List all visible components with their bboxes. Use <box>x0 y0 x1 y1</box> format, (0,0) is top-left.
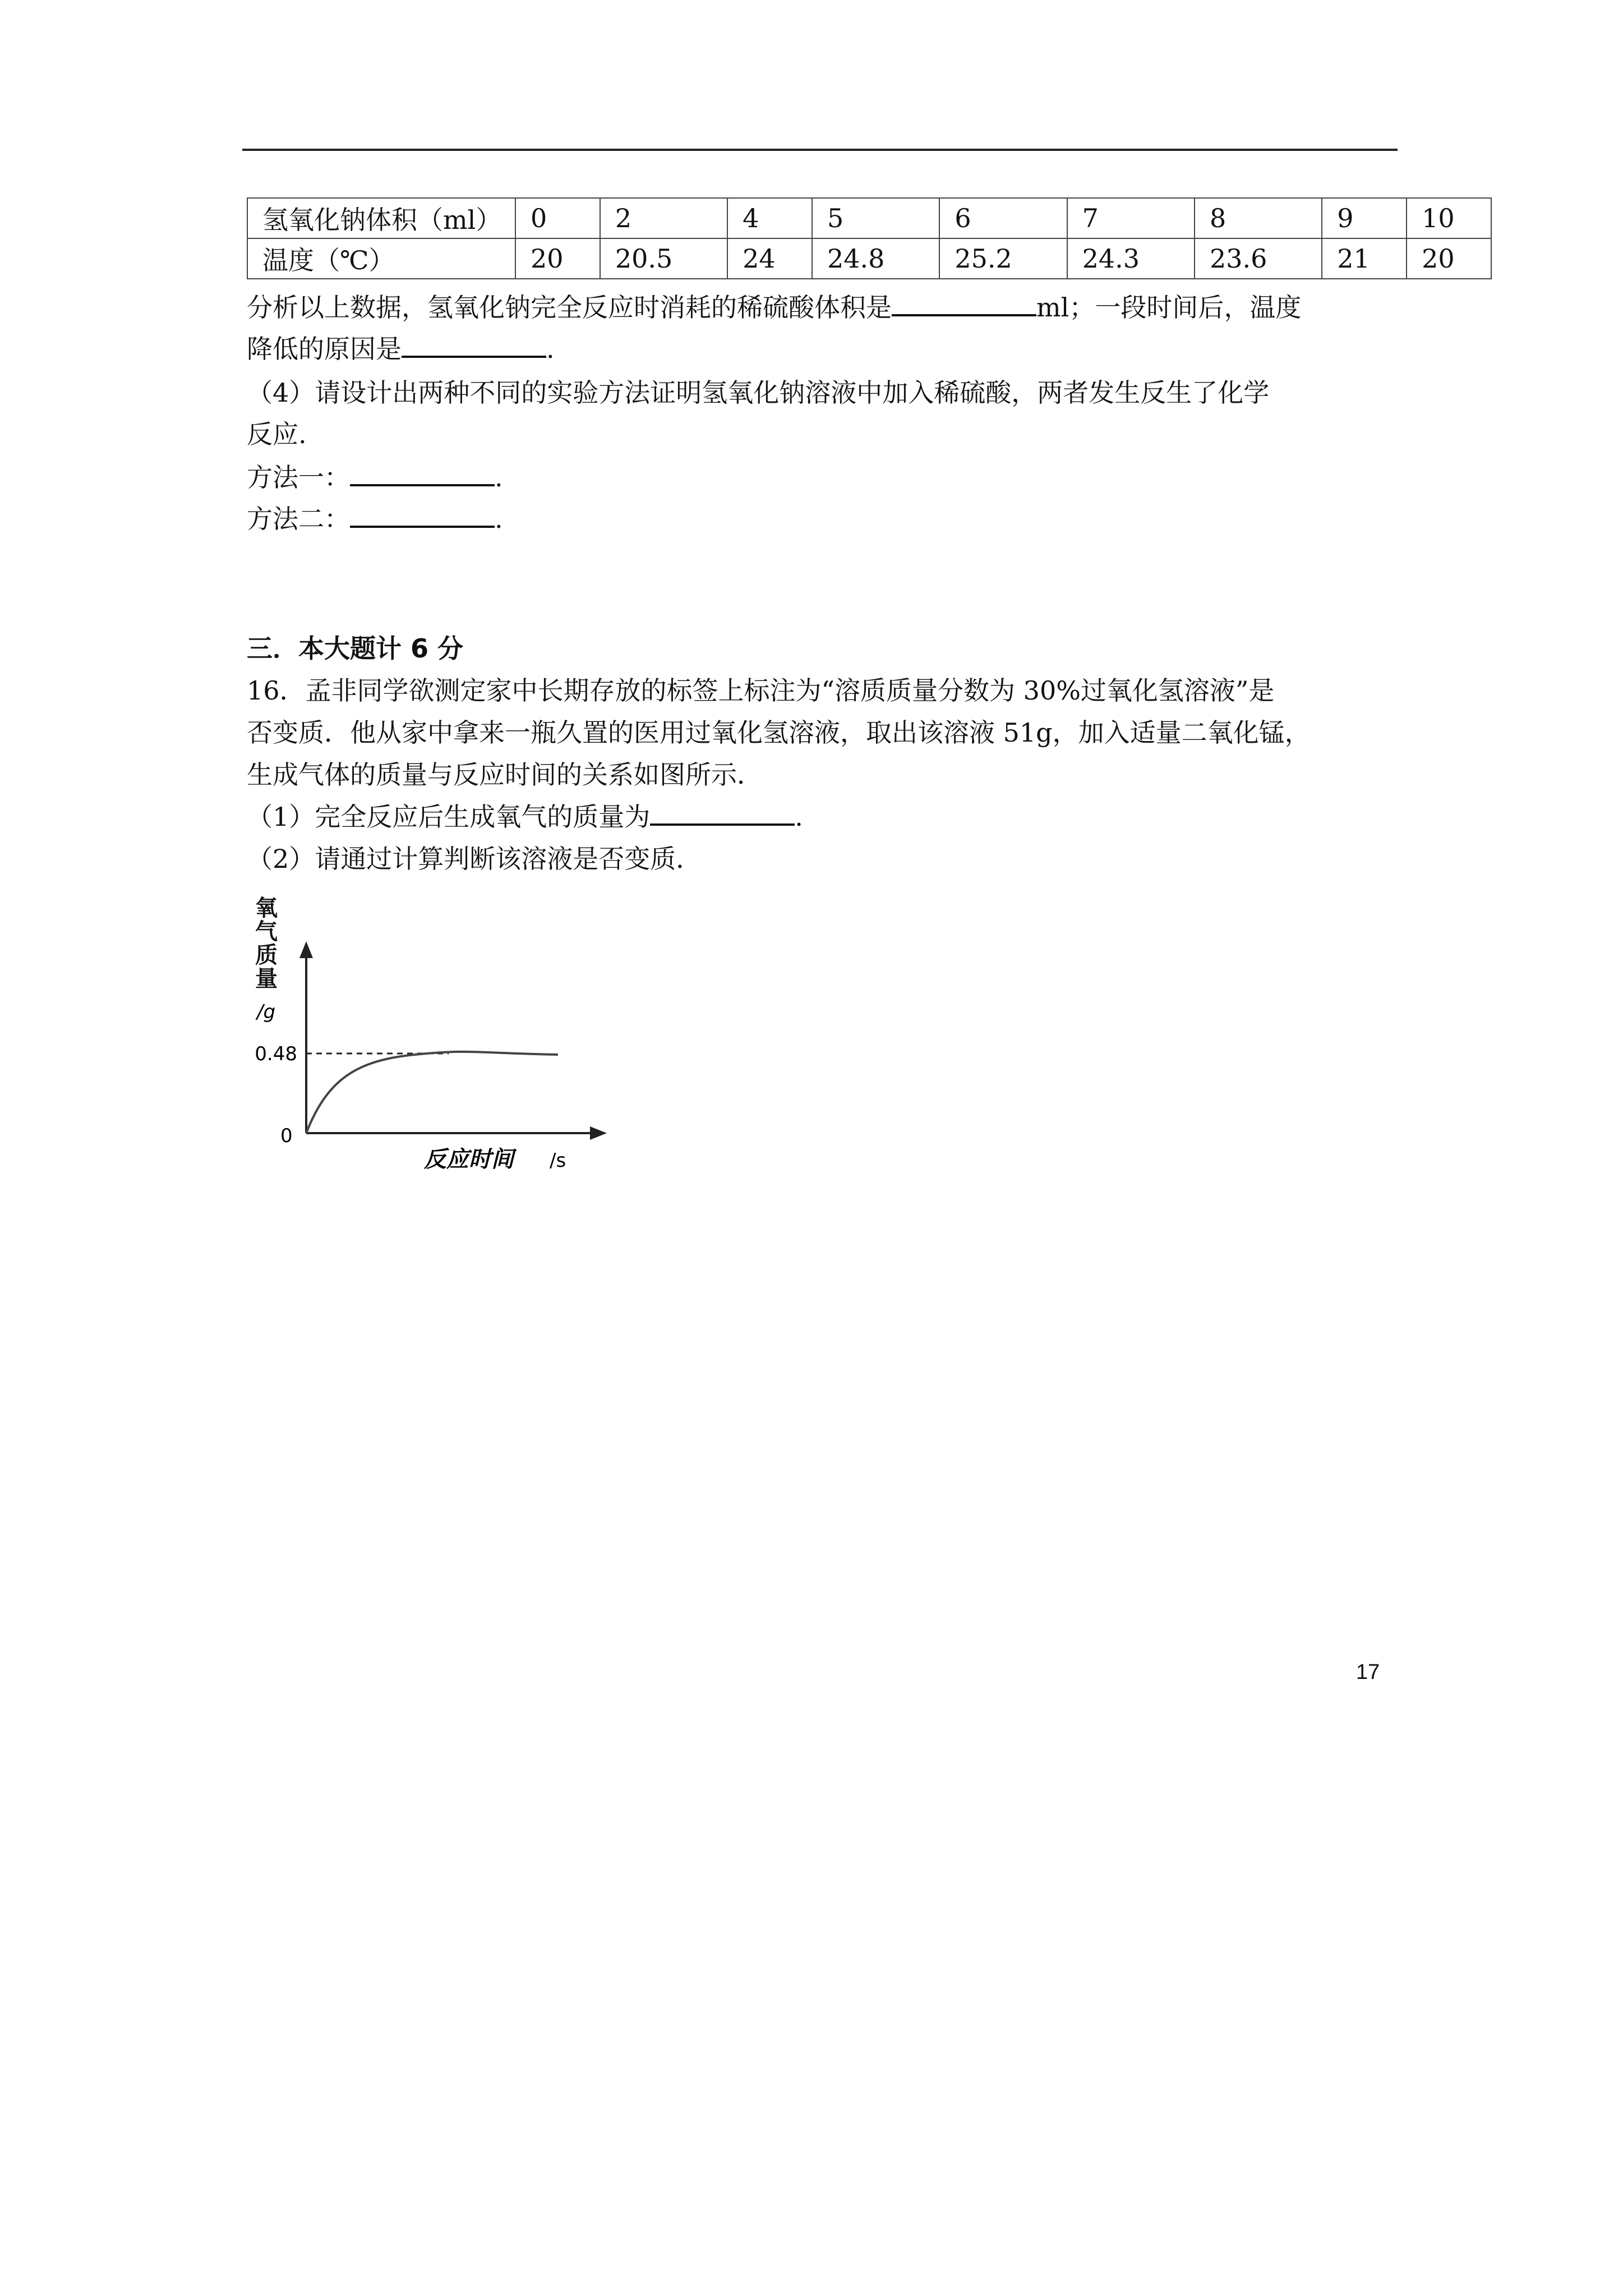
row-header: 温度（℃） <box>247 238 515 279</box>
x-axis-label: 反应时间 <box>424 1147 514 1172</box>
table-cell: 6 <box>939 198 1067 238</box>
table-row <box>247 238 1491 279</box>
page-number: 17 <box>1356 1660 1380 1684</box>
header-rule <box>242 149 1398 151</box>
table-cell: 7 <box>1067 198 1195 238</box>
table-cell: 10 <box>1407 198 1491 238</box>
data-table <box>247 197 1492 279</box>
y-axis-label-char: 质 <box>255 942 278 968</box>
method-line <box>247 499 503 539</box>
answer-blank <box>892 287 1036 316</box>
answer-blank <box>350 499 495 528</box>
method-label: 方法一： <box>247 462 350 493</box>
table-cell: 24 <box>727 238 812 279</box>
analysis-text: 降低的原因是 <box>247 334 402 364</box>
period: . <box>495 462 503 493</box>
question-line <box>247 797 803 837</box>
y-tick-label: 0.48 <box>255 1043 297 1065</box>
table-cell: 24.3 <box>1067 238 1195 279</box>
period: . <box>495 504 503 534</box>
x-unit-label: /s <box>550 1149 566 1172</box>
table-cell: 25.2 <box>939 238 1067 279</box>
method-line <box>247 457 503 498</box>
table-cell: 21 <box>1322 238 1407 279</box>
table-cell: 20 <box>515 238 600 279</box>
question-text: （1）完全反应后生成氧气的质量为 <box>247 802 651 832</box>
question-line: 反应. <box>247 419 307 449</box>
data-curve <box>306 1052 558 1133</box>
table-cell: 20.5 <box>600 238 727 279</box>
table-cell: 4 <box>727 198 812 238</box>
table-cell: 2 <box>600 198 727 238</box>
table-cell: 9 <box>1322 198 1407 238</box>
answer-blank <box>402 329 546 358</box>
analysis-text: 分析以上数据，氢氧化钠完全反应时消耗的稀硫酸体积是 <box>247 292 892 323</box>
table-row <box>247 198 1491 238</box>
method-label: 方法二： <box>247 504 350 534</box>
y-axis-arrow <box>299 941 313 958</box>
row-header: 氢氧化钠体积（ml） <box>247 198 515 238</box>
analysis-text: ml；一段时间后，温度 <box>1036 292 1302 323</box>
table-cell: 5 <box>812 198 939 238</box>
x-axis-arrow <box>590 1126 607 1140</box>
y-unit-label: /g <box>257 1001 276 1023</box>
table-cell: 23.6 <box>1195 238 1322 279</box>
table-cell: 24.8 <box>812 238 939 279</box>
section-title: 三．本大题计 6 分 <box>247 633 464 664</box>
period: . <box>546 334 555 364</box>
table-cell: 8 <box>1195 198 1322 238</box>
question-line: 16．孟非同学欲测定家中长期存放的标签上标注为“溶质质量分数为 30%过氧化氢溶液”是 <box>247 675 1275 706</box>
question-line: 生成气体的质量与反应时间的关系如图所示． <box>247 760 763 790</box>
oxygen-mass-chart <box>236 892 639 1172</box>
question-line: 否变质．他从家中拿来一瓶久置的医用过氧化氢溶液，取出该溶液 51g，加入适量二氧化锰， <box>247 717 1311 748</box>
analysis-line <box>247 329 555 369</box>
y-axis-label-char: 量 <box>255 966 278 992</box>
y-axis-label-char: 气 <box>255 919 278 945</box>
answer-blank <box>650 797 795 826</box>
answer-blank <box>350 457 495 486</box>
analysis-line <box>247 287 1301 328</box>
table-cell: 20 <box>1407 238 1491 279</box>
question-line: （2）请通过计算判断该溶液是否变质． <box>247 844 702 874</box>
table-cell: 0 <box>515 198 600 238</box>
origin-label: 0 <box>280 1125 293 1147</box>
question-line: （4）请设计出两种不同的实验方法证明氢氧化钠溶液中加入稀硫酸，两者发生反生了化学 <box>247 378 1270 408</box>
y-axis-label-char: 氧 <box>255 895 278 921</box>
period: . <box>795 802 803 832</box>
